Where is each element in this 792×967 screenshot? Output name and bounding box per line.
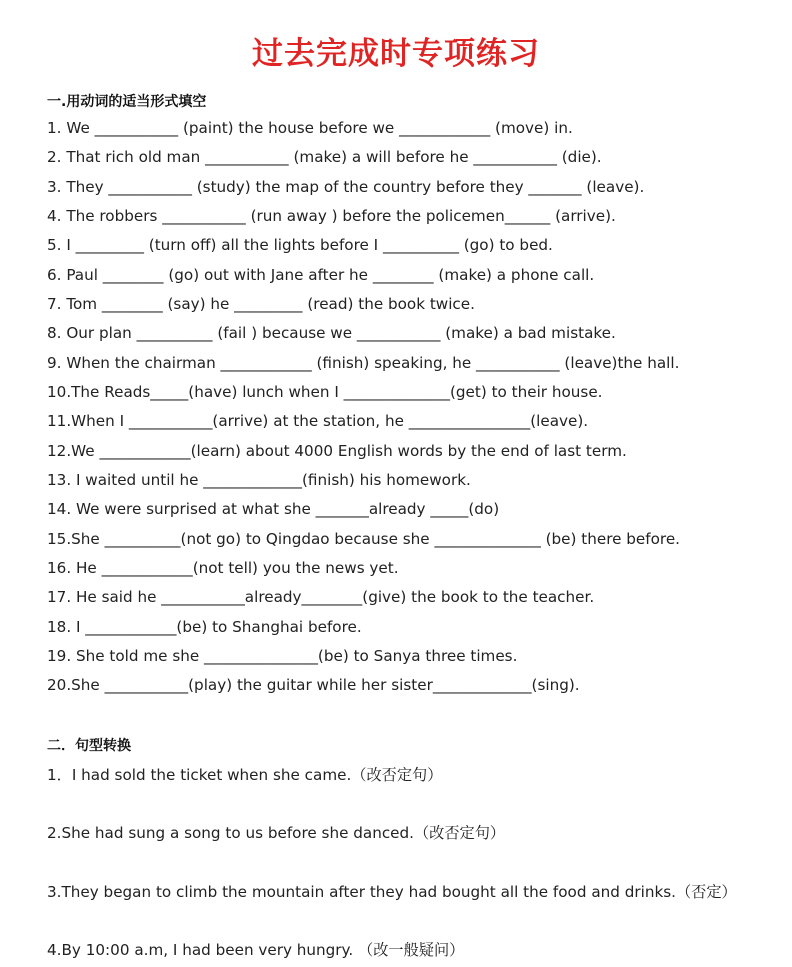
page-title: 过去完成时专项练习 xyxy=(252,36,540,72)
exercise-item-11: 11.When I ___________(arrive) at the station, he ________________(leave). xyxy=(47,412,589,430)
transform-item-1: 1．I had sold the ticket when she came.（改否定句） xyxy=(47,766,443,784)
exercise-item-7: 7. Tom ________ (say) he _________ (read) the book twice. xyxy=(47,295,475,313)
transform-item-2: 2.She had sung a song to us before she danced.（改否定句） xyxy=(47,824,506,842)
transform-item-3: 3.They began to climb the mountain after they had bought all the food and drinks.（否定） xyxy=(47,883,737,901)
exercise-item-13: 13. I waited until he _____________(finish) his homework. xyxy=(47,471,471,489)
exercise-item-10: 10.The Reads_____(have) lunch when I ______________(get) to their house. xyxy=(47,383,603,401)
exercise-item-14: 14. We were surprised at what she _______already _____(do) xyxy=(47,500,500,518)
exercise-item-19: 19. She told me she _______________(be) to Sanya three times. xyxy=(47,647,518,665)
exercise-item-1: 1. We ___________ (paint) the house before we ____________ (move) in. xyxy=(47,119,573,137)
exercise-item-16: 16. He ____________(not tell) you the news yet. xyxy=(47,559,399,577)
exercise-item-12: 12.We ____________(learn) about 4000 English words by the end of last term. xyxy=(47,442,627,460)
transform-item-4: 4.By 10:00 a.m, I had been very hungry. （改一般疑问） xyxy=(47,941,465,959)
exercise-item-5: 5. I _________ (turn off) all the lights before I __________ (go) to bed. xyxy=(47,236,553,254)
exercise-item-6: 6. Paul ________ (go) out with Jane after he ________ (make) a phone call. xyxy=(47,266,595,284)
exercise-item-2: 2. That rich old man ___________ (make) a will before he ___________ (die). xyxy=(47,148,602,166)
exercise-item-17: 17. He said he ___________already________(give) the book to the teacher. xyxy=(47,588,595,606)
exercise-item-4: 4. The robbers ___________ (run away ) before the policemen______ (arrive). xyxy=(47,207,616,225)
exercise-item-20: 20.She ___________(play) the guitar while her sister_____________(sing). xyxy=(47,676,580,694)
exercise-item-3: 3. They ___________ (study) the map of the country before they _______ (leave). xyxy=(47,178,645,196)
exercise-item-8: 8. Our plan __________ (fail ) because we ___________ (make) a bad mistake. xyxy=(47,324,616,342)
exercise-item-18: 18. I ____________(be) to Shanghai before. xyxy=(47,618,362,636)
exercise-item-9: 9. When the chairman ____________ (finish) speaking, he ___________ (leave)the hall. xyxy=(47,354,680,372)
section-1-heading: 一.用动词的适当形式填空 xyxy=(47,94,207,110)
section-2-heading: 二．句型转换 xyxy=(47,738,131,754)
exercise-item-15: 15.She __________(not go) to Qingdao because she ______________ (be) there before. xyxy=(47,530,680,548)
